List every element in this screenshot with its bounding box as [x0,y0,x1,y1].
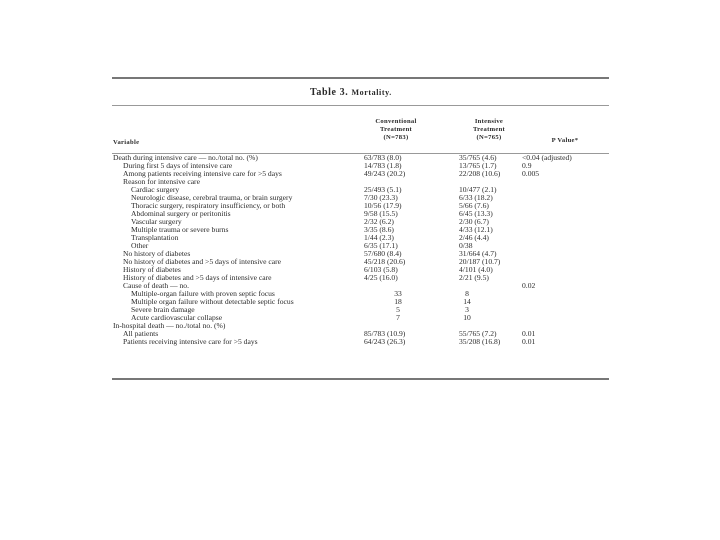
intensive-value: 3 [465,305,469,314]
row-label: History of diabetes and >5 days of intensive care [123,273,272,282]
intensive-value: 35/208 (16.8) [459,337,501,346]
intensive-value: 8 [465,289,469,298]
intensive-value: 2/46 (4.4) [459,233,489,242]
header-intensive-line3: (N=765) [476,134,502,141]
header-intensive-line1: Intensive [474,118,504,125]
header-conventional-line1: Conventional [375,118,417,125]
intensive-value: 4/101 (4.0) [459,265,493,274]
conventional-value: 49/243 (20.2) [364,169,406,178]
row-label: Patients receiving intensive care for >5 days [123,337,258,346]
conventional-value: 7 [396,313,400,322]
row-label: Multiple organ failure without detectable septic focus [131,297,294,306]
intensive-value: 20/187 (10.7) [459,257,501,266]
intensive-value: 22/208 (10.6) [459,169,501,178]
conventional-value: 7/30 (23.3) [364,193,398,202]
conventional-value: 10/56 (17.9) [364,201,402,210]
conventional-value: 57/680 (8.4) [364,249,402,258]
row-label: Acute cardiovascular collapse [131,313,223,322]
row-label: Cardiac surgery [131,185,180,194]
intensive-value: 10/477 (2.1) [459,185,497,194]
intensive-value: 10 [463,313,471,322]
header-p-value: P Value* [551,137,579,144]
p-value: 0.01 [522,329,536,338]
row-label: All patients [123,329,159,338]
table-row [112,178,609,186]
intensive-value: 55/765 (7.2) [459,329,497,338]
conventional-value: 45/218 (20.6) [364,257,406,266]
p-value: 0.9 [522,161,532,170]
row-label: Reason for intensive care [123,177,200,186]
header-intensive [458,118,520,142]
header-conventional [356,118,436,142]
intensive-value: 6/45 (13.3) [459,209,493,218]
top-rule [112,77,609,79]
intensive-value: 4/33 (12.1) [459,225,493,234]
conventional-value: 18 [394,297,402,306]
header-intensive-line2: Treatment [472,126,506,133]
intensive-value: 2/30 (6.7) [459,217,489,226]
table-row [112,210,609,218]
table-row [112,234,609,242]
conventional-value: 6/103 (5.8) [364,265,398,274]
conventional-value: 9/58 (15.5) [364,209,398,218]
intensive-value: 2/21 (9.5) [459,273,489,282]
row-label: Abdominal surgery or peritonitis [131,209,231,218]
table-row [112,258,609,266]
row-label: Transplantation [131,233,179,242]
p-value: <0.04 (adjusted) [522,153,572,162]
header-conventional-line2: Treatment [379,126,413,133]
conventional-value: 3/35 (8.6) [364,225,394,234]
intensive-value: 31/664 (4.7) [459,249,497,258]
row-label: In-hospital death — no./total no. (%) [113,321,226,330]
row-label: Severe brain damage [131,305,195,314]
intensive-value: 14 [463,297,471,306]
conventional-value: 6/35 (17.1) [364,241,398,250]
row-label: Cause of death — no. [123,281,190,290]
row-label: Neurologic disease, cerebral trauma, or brain surgery [131,193,293,202]
conventional-value: 5 [396,305,400,314]
intensive-value: 6/33 (18.2) [459,193,493,202]
row-label: History of diabetes [123,265,181,274]
row-label: No history of diabetes [123,249,191,258]
table-row [112,226,609,234]
row-label: Other [131,241,149,250]
table-title [310,87,392,98]
table-body [112,154,609,346]
intensive-value: 35/765 (4.6) [459,153,497,162]
title-rule [112,105,609,106]
conventional-value: 64/243 (26.3) [364,337,406,346]
conventional-value: 4/25 (16.0) [364,273,398,282]
row-label: Among patients receiving intensive care for >5 days [123,169,282,178]
intensive-value: 13/765 (1.7) [459,161,497,170]
p-value: 0.02 [522,281,536,290]
table-row [112,338,609,346]
conventional-value: 33 [394,289,402,298]
row-label: Multiple trauma or severe burns [131,225,229,234]
header-variable: Variable [113,139,140,146]
p-value: 0.005 [522,169,540,178]
row-label: No history of diabetes and >5 days of intensive care [123,257,282,266]
row-label: Death during intensive care — no./total no. (%) [113,153,258,162]
conventional-value: 85/783 (10.9) [364,329,406,338]
conventional-value: 2/32 (6.2) [364,217,394,226]
row-label: Multiple-organ failure with proven septic focus [131,289,275,298]
intensive-value: 5/66 (7.6) [459,201,489,210]
table-title-main: Mortality. [351,88,392,97]
conventional-value: 25/493 (5.1) [364,185,402,194]
conventional-value: 1/44 (2.3) [364,233,394,242]
table-title-prefix: Table 3. [310,87,349,98]
p-value: 0.01 [522,337,536,346]
row-label: Thoracic surgery, respiratory insufficiency, or both [131,201,286,210]
conventional-value: 63/783 (8.0) [364,153,402,162]
header-conventional-line3: (N=783) [383,134,409,141]
intensive-value: 0/38 [459,241,473,250]
conventional-value: 14/783 (1.8) [364,161,402,170]
row-label: During first 5 days of intensive care [123,161,233,170]
row-label: Vascular surgery [131,217,182,226]
bottom-rule [112,378,609,380]
